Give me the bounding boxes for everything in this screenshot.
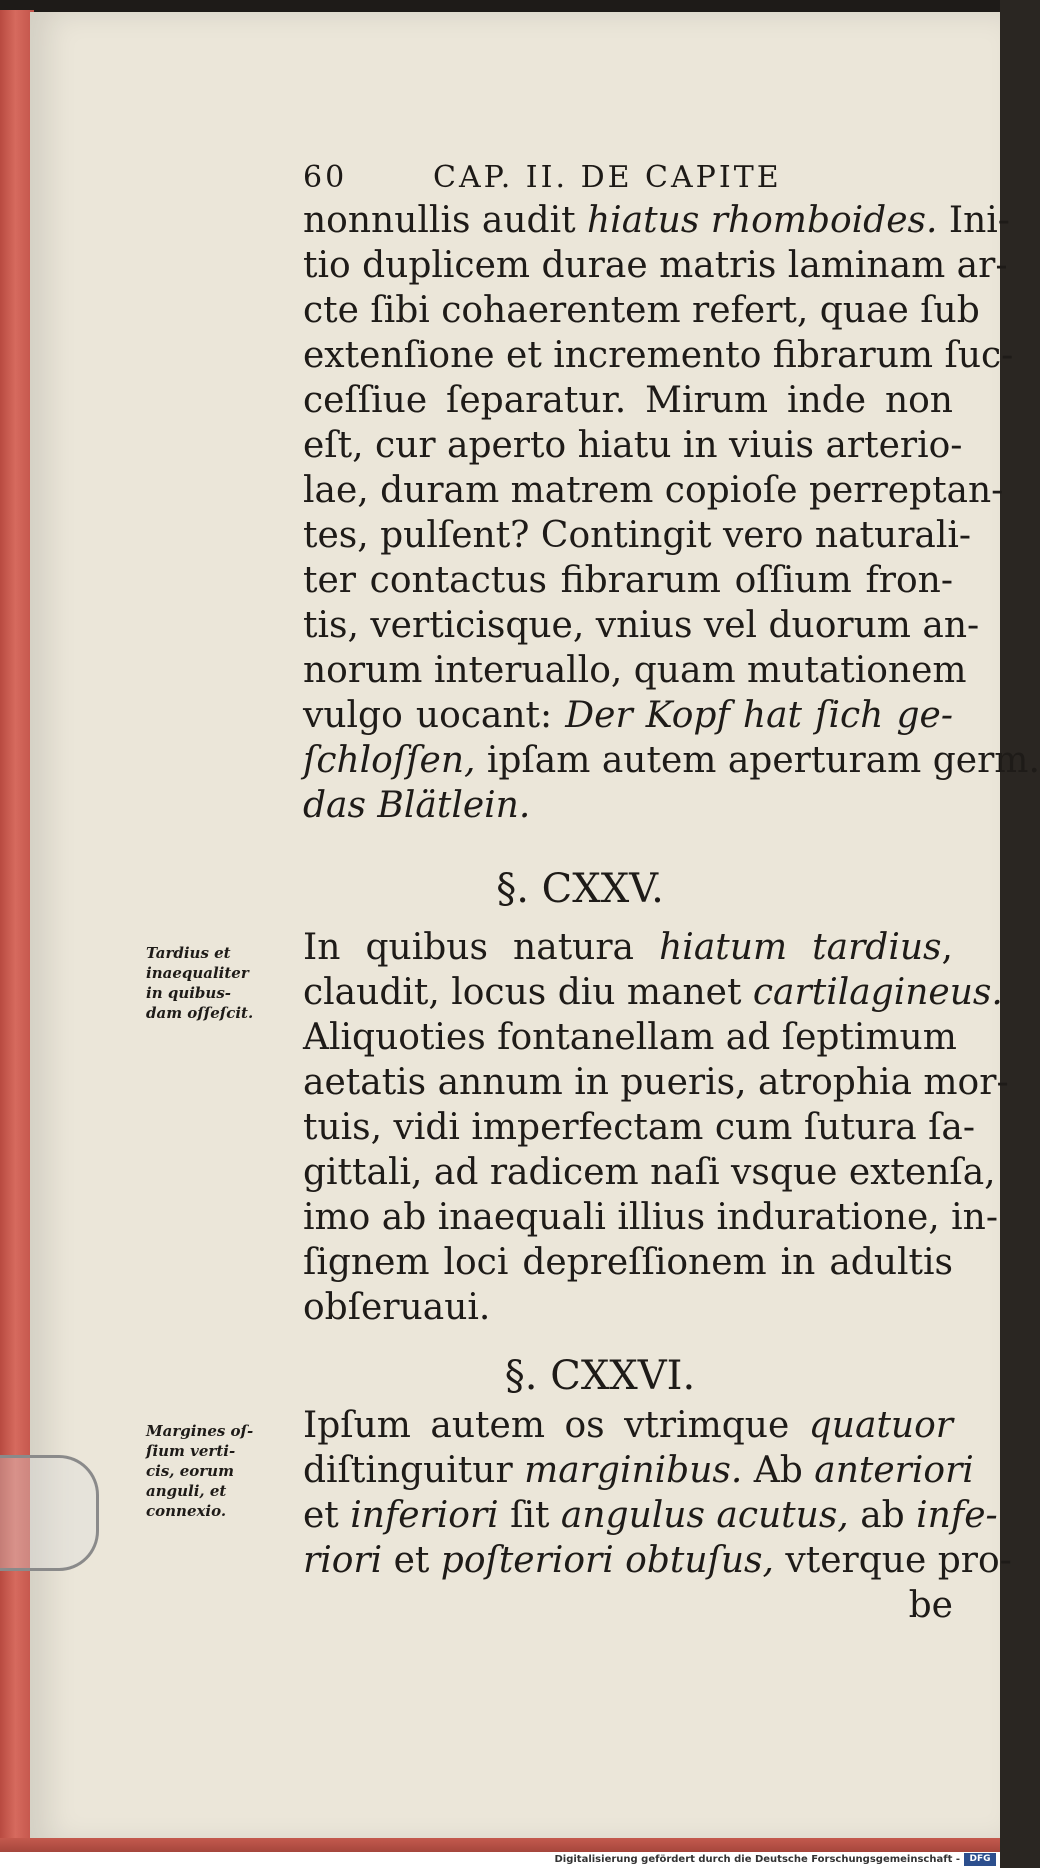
text-line: imo ab inaequali illius induratione, in- [303,1197,999,1238]
paragraph-cxxiv-continuation [303,198,1040,828]
text-line: ſignem loci depreſſionem in adultis [303,1242,953,1283]
catchword: be [908,1585,953,1626]
text-line: ter contactus fibrarum oſſium fron- [303,560,953,601]
page-bottom-edge [0,1838,1000,1852]
page-number: 60 [303,160,348,195]
text-line: ſchloſſen, ipſam autem aperturam germ. [303,740,1040,781]
margin-note-line: dam oſſeſcit. [146,1004,254,1022]
margin-note-line: Margines oſ- [146,1422,254,1440]
footer-credit: Digitalisierung gefördert durch die Deutsche Forschungsgemeinschaft - [554,1854,960,1865]
text-line: riori et poſteriori obtuſus, vterque pro- [303,1540,1012,1581]
text-line: et inferiori ſit angulus acutus, ab infe- [303,1495,998,1536]
text-line: eſt, cur aperto hiatu in viuis arterio- [303,425,963,466]
text-line: Ipſum autem os vtrimque quatuor [303,1405,953,1446]
margin-note-line: ſium verti- [146,1442,236,1460]
text-line: obſeruaui. [303,1287,491,1328]
margin-note-cxxvi [146,1421,286,1521]
text-line: extenſione et incremento fibrarum ſuc- [303,335,1014,376]
text-line: cte ſibi cohaerentem refert, quae ſub [303,290,980,331]
text-line: das Blätlein. [303,785,531,826]
margin-note-line: cis, eorum [146,1462,234,1480]
text-line: tio duplicem durae matris laminam ar- [303,245,1008,286]
paragraph-cxxvi [303,1403,1012,1583]
text-line: nonnullis audit hiatus rhomboides. Ini- [303,200,1010,241]
running-head [303,160,863,200]
paragraph-cxxv [303,925,1009,1330]
text-line: lae, duram matrem copioſe perreptan- [303,470,1004,511]
dfg-logo: DFG [964,1853,996,1866]
text-line: gittali, ad radicem naſi vsque extenſa, [303,1152,996,1193]
section-heading-cxxv: §. CXXV. [496,866,664,912]
margin-note-cxxv [146,943,286,1023]
text-line: aetatis annum in pueris, atrophia mor- [303,1062,1009,1103]
text-line: vulgo uocant: Der Kopf hat ſich ge- [303,695,953,736]
text-line: tuis, vidi imperfectam cum ſutura ſa- [303,1107,976,1148]
margin-note-line: anguli, et [146,1482,227,1500]
text-line: norum interuallo, quam mutationem [303,650,967,691]
text-line: diſtinguitur marginibus. Ab anteriori [303,1450,974,1491]
text-line: tis, verticisque, vnius vel duorum an- [303,605,980,646]
text-line: tes, pulſent? Contingit vero naturali- [303,515,972,556]
text-line: Aliquoties fontanellam ad ſeptimum [303,1017,957,1058]
page-clip [0,1455,99,1571]
text-line: In quibus natura hiatum tardius, [303,927,953,968]
text-line: ceſſiue ſeparatur. Mirum inde non [303,380,953,421]
text-line: claudit, locus diu manet cartilagineus. [303,972,1003,1013]
margin-note-line: in quibus- [146,984,231,1002]
margin-note-line: Tardius et [146,944,231,962]
section-heading-cxxvi: §. CXXVI. [504,1353,696,1399]
chapter-title: CAP. II. DE CAPITE [433,160,782,195]
margin-note-line: inaequaliter [146,964,249,982]
margin-note-line: connexio. [146,1502,227,1520]
